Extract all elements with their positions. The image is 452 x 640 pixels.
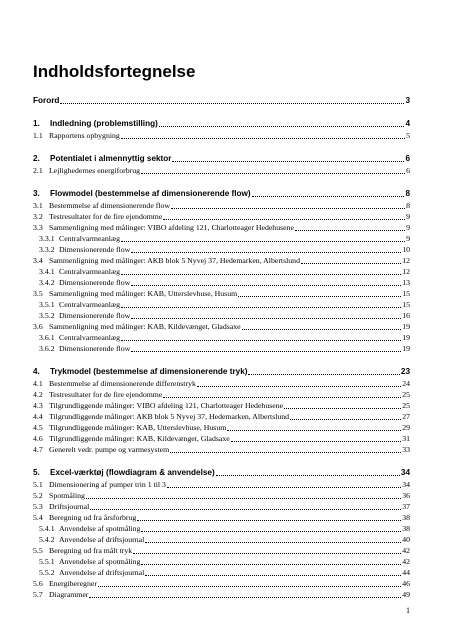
toc-entry[interactable] <box>33 321 410 332</box>
toc-entry[interactable] <box>33 400 410 411</box>
toc-entry[interactable] <box>33 200 410 211</box>
toc-entry-page: 10 <box>402 245 410 254</box>
toc-leader-dots <box>163 218 405 220</box>
toc-entry[interactable] <box>33 501 410 512</box>
toc-entry-label: Sammenligning med målinger: KAB, Kildevænget, Gladsaxe <box>49 322 241 331</box>
toc-leader-dots <box>290 418 401 420</box>
toc-entry[interactable] <box>33 422 410 433</box>
toc-entry-number: 3.6.1 <box>39 333 55 342</box>
toc-entry-number: 3.4.2 <box>39 278 55 287</box>
toc-entry[interactable] <box>33 523 410 534</box>
toc-entry-number: 1.1 <box>33 131 43 140</box>
toc-entry-label: Tilgrundliggende målinger: KAB, Utterslevhuse, Husum <box>49 423 227 432</box>
toc-entry-page: 19 <box>402 322 410 331</box>
toc-entry-number: 5.3 <box>33 502 43 511</box>
toc-entry-number: 5.1 <box>33 480 43 489</box>
toc-leader-dots <box>170 451 401 453</box>
toc-entry[interactable] <box>33 255 410 266</box>
toc-entry-page: 16 <box>402 311 410 320</box>
toc-entry-number: 3.5.2 <box>39 311 55 320</box>
toc-leader-dots <box>284 407 401 409</box>
toc-entry-page: 15 <box>402 289 410 298</box>
toc-entry-page: 8 <box>406 201 410 210</box>
toc-entry[interactable] <box>33 444 410 455</box>
toc-entry-number: 3.4 <box>33 256 43 265</box>
toc-entry-page: 12 <box>402 256 410 265</box>
toc-entry-page: 15 <box>402 300 410 309</box>
toc-entry-page: 37 <box>402 502 410 511</box>
toc-entry[interactable] <box>33 567 410 578</box>
toc-entry-page: 24 <box>402 379 410 388</box>
toc-entry-label: Rapportens opbygning <box>49 131 120 140</box>
toc-entry[interactable] <box>33 233 410 244</box>
toc-leader-dots <box>197 385 401 387</box>
toc-entry-number: 5.6 <box>33 579 43 588</box>
toc-leader-dots <box>141 530 401 532</box>
toc-entry[interactable] <box>33 119 410 129</box>
toc-entry-page: 9 <box>406 212 410 221</box>
toc-leader-dots <box>131 251 401 253</box>
toc-entry-label: Excel-værktøj (flowdiagram & anvendelse) <box>50 468 215 477</box>
toc-entry-number: 3.6 <box>33 322 43 331</box>
toc-leader-dots <box>248 373 399 375</box>
toc-entry-page: 19 <box>402 333 410 342</box>
toc-entry-page: 34 <box>402 480 410 489</box>
toc-entry-page: 46 <box>402 579 410 588</box>
toc-entry-label: Beregning ud fra målt tryk <box>49 546 133 555</box>
toc-entry-number: 4.4 <box>33 412 43 421</box>
toc-entry-page: 38 <box>402 513 410 522</box>
toc-entry-page: 27 <box>402 412 410 421</box>
toc-entry-number: 5.5.2 <box>39 568 55 577</box>
toc-entry-label: Anvendelse af driftsjournal <box>59 568 145 577</box>
toc-leader-dots <box>252 195 405 197</box>
toc-leader-dots <box>145 574 401 576</box>
toc-entry-number: 4.2 <box>33 390 43 399</box>
toc-entry-number: 3.3 <box>33 223 43 232</box>
toc-entry-number: 3.5 <box>33 289 43 298</box>
toc-entry-label: Beregning ud fra årsforbrug <box>49 513 137 522</box>
toc-leader-dots <box>301 262 401 264</box>
toc-entry-page: 12 <box>402 267 410 276</box>
toc-entry-label: Potentialet i almennyttig sektor <box>50 154 172 163</box>
toc-entry-number: 5.4.1 <box>39 524 55 533</box>
toc-entry-number: 3.2 <box>33 212 43 221</box>
toc-entry-page: 44 <box>402 568 410 577</box>
toc-entry-label: Lejlighedernes energiforbrug <box>49 166 141 175</box>
toc-entry-number: 5.5 <box>33 546 43 555</box>
toc-leader-dots <box>121 306 401 308</box>
toc-entry-label: Centralvarmeanlæg <box>59 300 121 309</box>
toc-entry[interactable] <box>33 332 410 343</box>
toc-entry-label: Centralvarmeanlæg <box>59 267 121 276</box>
toc-leader-dots <box>131 317 401 319</box>
toc-entry[interactable] <box>33 165 410 176</box>
toc-entry-label: Dimensionerende flow <box>59 278 131 287</box>
toc-entry-number: 4.6 <box>33 434 43 443</box>
toc-entry-number: 3.1 <box>33 201 43 210</box>
toc-entry-number: 4.5 <box>33 423 43 432</box>
toc-entry[interactable] <box>33 343 410 354</box>
toc-entry-label: Dimensionerende flow <box>59 344 131 353</box>
toc-entry-page: 19 <box>402 344 410 353</box>
toc-entry-label: Generelt vedr. pumpe og varmesystem <box>49 445 170 454</box>
toc-entry[interactable] <box>33 545 410 556</box>
toc-entry-label: Bestemmelse af dimensionerende differenstryk <box>49 379 196 388</box>
toc-leader-dots <box>121 273 401 275</box>
toc-entry-number: 3.4.1 <box>39 267 55 276</box>
toc-entry-page: 8 <box>405 189 410 198</box>
toc-entry-number: 5.4.2 <box>39 535 55 544</box>
toc-entry[interactable] <box>33 96 410 106</box>
toc-entry-number: 4. <box>33 367 40 376</box>
toc-entry-label: Energiberegner <box>49 579 97 588</box>
toc-entry-number: 5.4 <box>33 513 43 522</box>
toc-entry-label: Tilgrundliggende målinger: KAB, Kildevænget, Gladsaxe <box>49 434 230 443</box>
toc-entry-page: 42 <box>402 546 410 555</box>
toc-leader-dots <box>163 396 401 398</box>
toc-entry-label: Sammenligning med målinger: KAB, Utterslevhuse, Husum <box>49 289 238 298</box>
toc-leader-dots <box>141 563 401 565</box>
toc-entry-label: Dimensionerende flow <box>59 311 131 320</box>
toc-leader-dots <box>171 207 405 209</box>
footer-page-number: 1 <box>406 606 410 615</box>
toc-entry-label: Bestemmelse af dimensionerende flow <box>49 201 171 210</box>
toc-entry[interactable] <box>33 244 410 255</box>
toc-entry-page: 34 <box>400 468 410 477</box>
toc-entry[interactable] <box>33 189 410 199</box>
toc-entry-label: Centralvarmeanlæg <box>59 234 121 243</box>
toc-entry-number: 5.2 <box>33 491 43 500</box>
toc-entry-page: 6 <box>406 166 410 175</box>
toc-entry-label: Sammenligning med målinger: AKB blok 5 Nyvej 37, Hedemarken, Albertslund <box>49 256 300 265</box>
toc-entry[interactable] <box>33 468 410 478</box>
toc-leader-dots <box>86 497 401 499</box>
toc-entry-number: 3.5.1 <box>39 300 55 309</box>
toc-entry-label: Testresultater for de fire ejendomme <box>49 390 163 399</box>
toc-entry[interactable] <box>33 277 410 288</box>
toc-entry[interactable] <box>33 288 410 299</box>
toc-entry-page: 3 <box>405 96 410 105</box>
toc-entry-label: Anvendelse af spotmåling <box>59 524 141 533</box>
toc-leader-dots <box>137 519 401 521</box>
toc-entry-label: Tilgrundliggende målinger: VIBO afdeling 121, Charlotteager Hedehusene <box>49 401 284 410</box>
toc-leader-dots <box>145 541 401 543</box>
toc-leader-dots <box>121 240 405 242</box>
toc-leader-dots <box>131 350 401 352</box>
toc-leader-dots <box>141 172 405 174</box>
toc-entry-number: 1. <box>33 119 40 128</box>
toc-entry[interactable] <box>33 299 410 310</box>
toc-entry-label: Trykmodel (bestemmelse af dimensionerende tryk) <box>50 367 248 376</box>
toc-entry[interactable] <box>33 389 410 400</box>
toc-entry-page: 25 <box>402 390 410 399</box>
toc-leader-dots <box>121 339 401 341</box>
toc-entry-number: 5. <box>33 468 40 477</box>
toc-entry-label: Anvendelse af spotmåling <box>59 557 141 566</box>
toc-leader-dots <box>89 596 401 598</box>
toc-leader-dots <box>131 284 401 286</box>
toc-entry-page: 36 <box>402 491 410 500</box>
toc-entry[interactable] <box>33 154 410 164</box>
toc-entry-page: 25 <box>402 401 410 410</box>
toc-entry[interactable] <box>33 211 410 222</box>
toc-entry-label: Flowmodel (bestemmelse af dimensionerende flow) <box>50 189 251 198</box>
toc-entry-label: Diagrammer <box>49 590 89 599</box>
toc-leader-dots <box>216 474 400 476</box>
toc-entry-page: 40 <box>402 535 410 544</box>
toc-entry[interactable] <box>33 411 410 422</box>
toc-entry-label: Spotmåling <box>49 491 85 500</box>
toc-entry[interactable] <box>33 130 410 141</box>
toc-entry-page: 13 <box>402 278 410 287</box>
toc-leader-dots <box>227 429 401 431</box>
toc-entry[interactable] <box>33 479 410 490</box>
toc-entry[interactable] <box>33 367 410 377</box>
toc-entry-number: 3. <box>33 189 40 198</box>
toc-entry[interactable] <box>33 222 410 233</box>
toc-entry-label: Testresultater for de fire ejendomme <box>49 212 163 221</box>
page-title: Indholdsfortegnelse <box>33 62 196 81</box>
toc-entry-label: Indledning (problemstilling) <box>50 119 158 128</box>
toc-entry-number: 2.1 <box>33 166 43 175</box>
table-of-contents <box>33 96 410 600</box>
toc-entry[interactable] <box>33 433 410 444</box>
toc-entry[interactable] <box>33 512 410 523</box>
toc-entry-label: Dimensionering af pumper trin 1 til 3 <box>49 480 166 489</box>
toc-entry-number: 5.7 <box>33 590 43 599</box>
toc-entry-page: 42 <box>402 557 410 566</box>
toc-entry-label: Anvendelse af driftsjournal <box>59 535 145 544</box>
toc-entry[interactable] <box>33 490 410 501</box>
toc-leader-dots <box>90 508 401 510</box>
toc-entry-number: 3.6.2 <box>39 344 55 353</box>
toc-entry-page: 23 <box>400 367 410 376</box>
toc-entry-number: 4.7 <box>33 445 43 454</box>
toc-leader-dots <box>98 585 401 587</box>
toc-entry-label: Forord <box>33 96 60 105</box>
toc-entry-label: Sammenligning med målinger: VIBO afdeling 121, Charlotteager Hedehusene <box>49 223 294 232</box>
toc-leader-dots <box>133 552 401 554</box>
toc-entry-page: 38 <box>402 524 410 533</box>
toc-entry-page: 31 <box>402 434 410 443</box>
toc-leader-dots <box>167 486 401 488</box>
toc-leader-dots <box>159 125 405 127</box>
toc-entry-number: 4.3 <box>33 401 43 410</box>
toc-leader-dots <box>238 295 401 297</box>
toc-entry-label: Dimensionerende flow <box>59 245 131 254</box>
toc-entry[interactable] <box>33 266 410 277</box>
toc-entry[interactable] <box>33 589 410 600</box>
toc-entry-number: 3.3.2 <box>39 245 55 254</box>
toc-entry-page: 6 <box>405 154 410 163</box>
toc-entry[interactable] <box>33 310 410 321</box>
toc-leader-dots <box>231 440 401 442</box>
toc-entry-page: 9 <box>406 234 410 243</box>
toc-entry-label: Driftsjournal <box>49 502 90 511</box>
toc-entry[interactable] <box>33 578 410 589</box>
toc-leader-dots <box>242 328 402 330</box>
toc-entry[interactable] <box>33 556 410 567</box>
toc-leader-dots <box>60 102 404 104</box>
toc-entry-page: 49 <box>402 590 410 599</box>
toc-entry[interactable] <box>33 534 410 545</box>
toc-entry-page: 9 <box>406 223 410 232</box>
toc-entry-number: 3.3.1 <box>39 234 55 243</box>
toc-entry-number: 4.1 <box>33 379 43 388</box>
toc-leader-dots <box>295 229 405 231</box>
toc-entry-page: 29 <box>402 423 410 432</box>
toc-entry-number: 5.5.1 <box>39 557 55 566</box>
toc-entry-label: Centralvarmeanlæg <box>59 333 121 342</box>
toc-entry-page: 4 <box>405 119 410 128</box>
toc-entry-label: Tilgrundliggende målinger: AKB blok 5 Nyvej 37, Hedemarken, Albertslund <box>49 412 290 421</box>
toc-entry-page: 5 <box>406 131 410 140</box>
toc-entry-number: 2. <box>33 154 40 163</box>
toc-entry[interactable] <box>33 378 410 389</box>
toc-leader-dots <box>121 137 405 139</box>
toc-leader-dots <box>172 160 404 162</box>
toc-entry-page: 33 <box>402 445 410 454</box>
